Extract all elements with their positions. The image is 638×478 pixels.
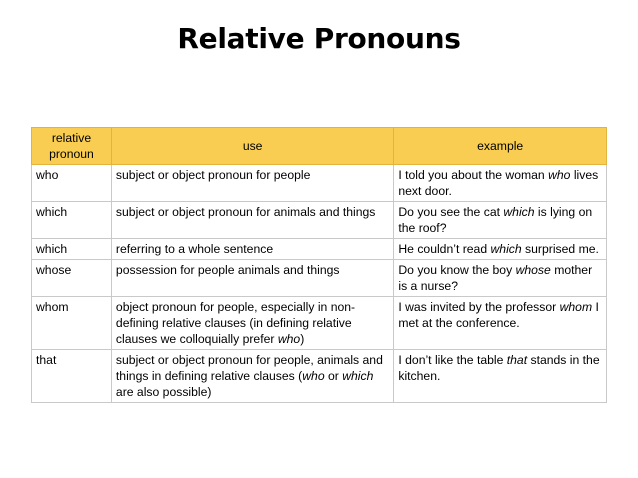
- text-segment: object pronoun for people, especially in non-defining relative clauses (in defining relative clauses we colloquially prefer: [115, 300, 356, 346]
- pronoun-cell: that: [32, 350, 112, 403]
- pronoun-emphasis: which: [503, 205, 535, 219]
- text-segment: possession for people animals and things: [115, 263, 340, 277]
- relative-pronouns-table: [31, 127, 607, 403]
- use-cell: [111, 239, 393, 260]
- example-cell: [394, 297, 607, 350]
- header-use: use: [111, 128, 393, 165]
- table-row: [32, 239, 607, 260]
- text-segment: ): [300, 332, 305, 346]
- text-segment: I was invited by the professor: [398, 300, 560, 314]
- text-segment: I met at the conference.: [398, 300, 599, 330]
- text-segment: He couldn’t read: [398, 242, 491, 256]
- pronoun-emphasis: who: [548, 168, 571, 182]
- header-example: example: [394, 128, 607, 165]
- pronoun-emphasis: who: [302, 369, 325, 383]
- example-cell: [394, 202, 607, 239]
- text-segment: are also possible): [115, 385, 212, 399]
- text-segment: surprised me.: [521, 242, 599, 256]
- table-header-row: [32, 128, 607, 165]
- text-segment: stands in the kitchen.: [398, 353, 600, 383]
- text-segment: I told you about the woman: [398, 168, 549, 182]
- example-cell: [394, 260, 607, 297]
- example-cell: [394, 165, 607, 202]
- text-segment: Do you see the cat: [398, 205, 504, 219]
- text-segment: subject or object pronoun for people, animals and things in defining relative clauses (: [115, 353, 383, 383]
- pronoun-emphasis: that: [506, 353, 528, 367]
- header-relative-pronoun: relative pronoun: [32, 128, 112, 165]
- use-cell: [111, 165, 393, 202]
- pronoun-emphasis: whose: [515, 263, 551, 277]
- text-segment: referring to a whole sentence: [115, 242, 274, 256]
- text-segment: lives next door.: [398, 168, 599, 198]
- use-cell: [111, 297, 393, 350]
- table-row: [32, 165, 607, 202]
- example-cell: [394, 350, 607, 403]
- text-segment: subject or object pronoun for animals and things: [115, 205, 376, 219]
- pronoun-cell: whom: [32, 297, 112, 350]
- text-segment: subject or object pronoun for people: [115, 168, 311, 182]
- pronoun-cell: which: [32, 202, 112, 239]
- table-row: [32, 350, 607, 403]
- pronoun-cell: which: [32, 239, 112, 260]
- pronoun-emphasis: whom: [559, 300, 593, 314]
- text-segment: or: [324, 369, 343, 383]
- table-body: [32, 165, 607, 403]
- table-row: [32, 297, 607, 350]
- text-segment: is lying on the roof?: [398, 205, 593, 235]
- slide-title: Relative Pronouns: [177, 22, 461, 55]
- use-cell: [111, 260, 393, 297]
- table-row: [32, 202, 607, 239]
- text-segment: I don’t like the table: [398, 353, 507, 367]
- table-row: [32, 260, 607, 297]
- text-segment: Do you know the boy: [398, 263, 516, 277]
- use-cell: [111, 350, 393, 403]
- text-segment: mother is a nurse?: [398, 263, 593, 293]
- pronoun-emphasis: who: [277, 332, 301, 346]
- pronoun-cell: whose: [32, 260, 112, 297]
- pronoun-emphasis: which: [342, 369, 374, 383]
- pronoun-emphasis: which: [490, 242, 522, 256]
- pronoun-cell: who: [32, 165, 112, 202]
- use-cell: [111, 202, 393, 239]
- example-cell: [394, 239, 607, 260]
